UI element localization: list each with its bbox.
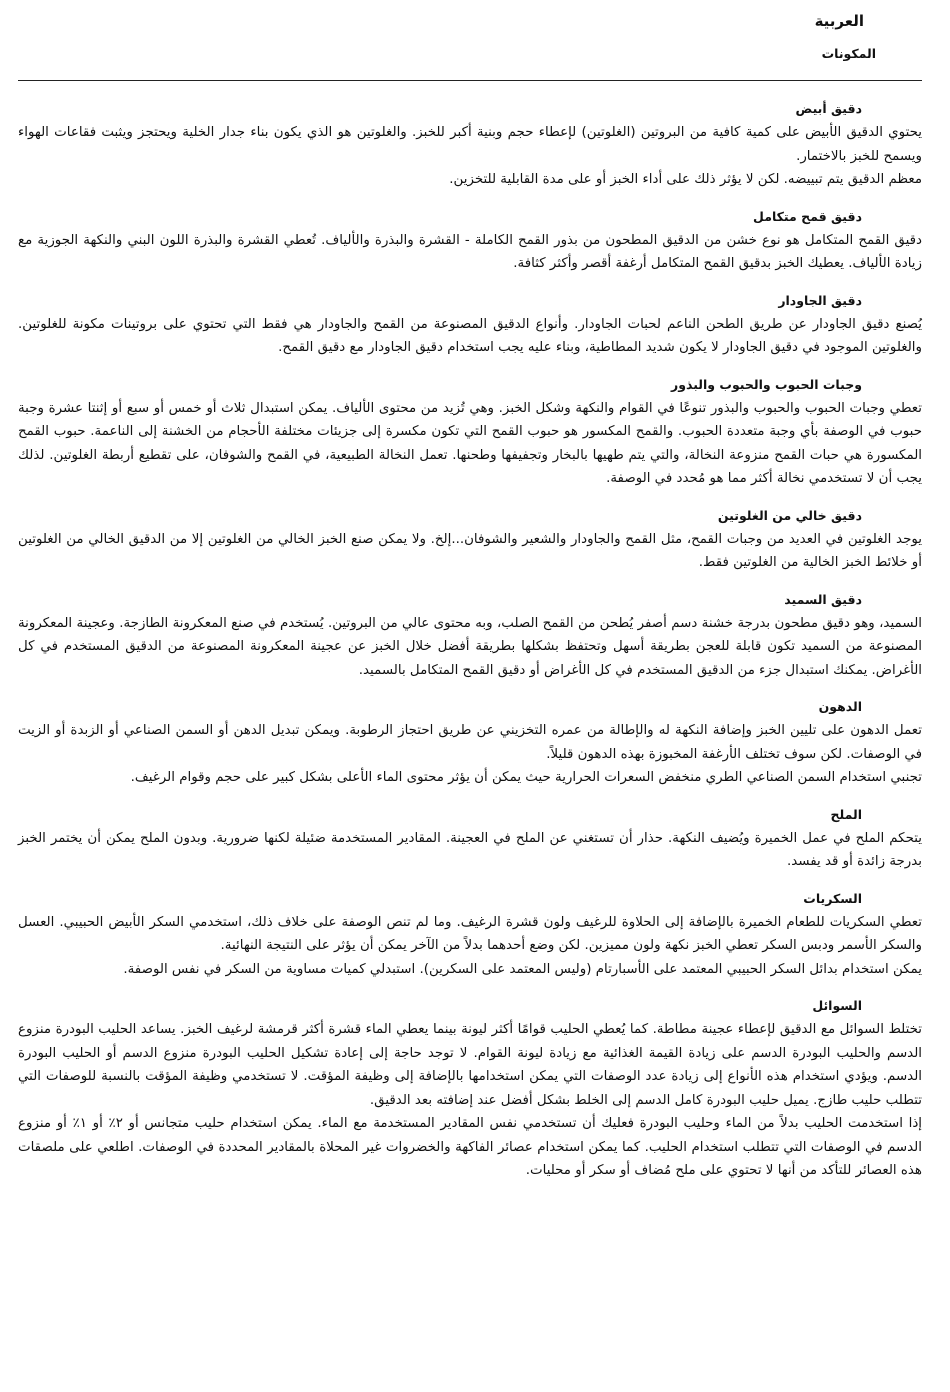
ingredient-section bbox=[18, 697, 922, 790]
ingredient-section bbox=[18, 291, 922, 360]
ingredient-heading: الدهون bbox=[818, 699, 862, 714]
ingredient-section bbox=[18, 590, 922, 683]
ingredient-heading: السوائل bbox=[812, 998, 862, 1013]
ingredient-heading: دقيق أبيض bbox=[795, 101, 862, 116]
ingredient-heading: وجبات الحبوب والحبوب والبذور bbox=[671, 376, 862, 392]
ingredient-section bbox=[18, 506, 922, 575]
ingredient-section bbox=[18, 99, 922, 192]
ingredient-paragraph: السميد، وهو دقيق مطحون بدرجة خشنة دسم أصفر يُطحن من القمح الصلب، وبه محتوى عالي من البروتين. يُستخدم في صنع المعكرونة الطازجة. وعجينة المعكرونة المصنوعة من السميد تكون قابلة للعجن بطريقة أسهل وتحتفظ بشكلها بطريقة أفضل خلال الخبز عن عجينة المعكرونة المصنوعة من الدقيق المستخدم في كل الأغراض. يمكنك استبدال جزء من الدقيق المستخدم في كل الأغراض أو دقيق القمح المتكامل بالسميد. bbox=[18, 615, 922, 678]
ingredient-paragraph: يوجد الغلوتين في العديد من وجبات القمح، مثل القمح والجاودار والشعير والشوفان...إلخ. ولا يمكن صنع الخبز الخالي من الغلوتين إلا من الدقيق الخالي من الغلوتين أو خلائط الخبز الخالية من الغلوتين فقط. bbox=[18, 531, 922, 570]
ingredient-paragraph: تعطي السكريات للطعام الخميرة بالإضافة إلى الحلاوة للرغيف ولون قشرة الرغيف. وما لم تنص الوصفة على خلاف ذلك، استخدمي السكر الأبيض الحبيبي. العسل والسكر الأسمر ودبس السكر تعطي الخبز نكهة ولون مميزين. لكن وضع أحدهما بدلاً من الآخر يمكن أن يؤثر على النتيجة النهائية. bbox=[18, 914, 922, 953]
ingredient-section bbox=[18, 889, 922, 982]
ingredient-paragraph: يتحكم الملح في عمل الخميرة ويُضيف النكهة. حذار أن تستغني عن الملح في العجينة. المقادير المستخدمة ضئيلة لكنها ضرورية. وبدون الملح يمكن أن يختمر الخبز بدرجة زائدة أو قد يفسد. bbox=[18, 830, 922, 869]
ingredients-list bbox=[18, 99, 922, 1183]
ingredient-paragraph: دقيق القمح المتكامل هو نوع خشن من الدقيق المطحون من بذور القمح الكاملة - القشرة والبذرة والألياف. تُعطي القشرة والبذرة اللون البني والنكهة الجوزية مع زيادة الألياف. يعطيك الخبز بدقيق القمح المتكامل أرغفة أقصر وأكثر كثافة. bbox=[18, 232, 922, 271]
ingredient-section bbox=[18, 805, 922, 874]
ingredient-paragraph: يُصنع دقيق الجاودار عن طريق الطحن الناعم لحبات الجاودار. وأنواع الدقيق المصنوعة من القمح والجاودار هي فقط التي تحتوي على بروتينات مكونة للغلوتين. والغلوتين الموجود في دقيق الجاودار لا يكون شديد المطاطية، وبناء عليه يجب استخدام دقيق الجاودار مع دقيق القمح. bbox=[18, 316, 922, 355]
header-divider bbox=[18, 80, 922, 81]
section-title: المكونات bbox=[821, 46, 876, 61]
ingredient-paragraph: تعمل الدهون على تليين الخبز وإضافة النكهة له والإطالة من عمره التخزيني عن طريق احتجاز الرطوبة. ويمكن تبديل الدهن أو السمن الصناعي أو الزبدة أو الزيت في الوصفات. لكن سوف تختلف الأرغفة المخبوزة بهذه الدهون قليلاً. bbox=[18, 723, 922, 762]
ingredient-section bbox=[18, 375, 922, 491]
ingredient-paragraph: يمكن استخدام بدائل السكر الحبيبي المعتمد على الأسبارتام (وليس المعتمد على السكرين). استبدلي كميات مساوية من السكر في نفس الوصفة. bbox=[123, 961, 922, 977]
ingredient-heading: الملح bbox=[830, 806, 862, 822]
ingredient-heading: دقيق قمح متكامل bbox=[753, 208, 862, 224]
ingredient-paragraph: تختلط السوائل مع الدقيق لإعطاء عجينة مطاطة. كما يُعطي الحليب قوامًا أكثر ليونة بينما يعطي الماء قشرة أكثر قرمشة لرغيف الخبز. يساعد الحليب البودرة منزوع الدسم والحليب البودرة الدسم على زيادة القيمة الغذائية مع زيادة ليونة القوام. لا توجد حاجة إلى إعادة تشكيل الحليب البودرة منزوع الدسم أو الحليب البودرة الدسم. ويؤدي استخدام هذه الأنواع إلى زيادة عدد الوصفات التي يمكن استخدامها بالإضافة إلى وظيفة المؤقت. لا تستخدمي وظيفة المؤقت بالنسبة للوصفات التي تتطلب حليب طازج. يميل حليب البودرة كامل الدسم إلى الخلط بشكل أفضل عند إضافته بعد الدقيق. bbox=[18, 1022, 922, 1108]
language-title: العربية bbox=[814, 12, 864, 30]
ingredient-heading: دقيق خالي من الغلوتين bbox=[717, 507, 862, 523]
ingredient-paragraph: إذا استخدمت الحليب بدلاً من الماء وحليب البودرة فعليك أن تستخدمي نفس المقادير المستخدمة مع الماء. يمكن استخدام حليب متجانس أو ٢٪ أو ١٪ أو منزوع الدسم في الوصفات التي تتطلب استخدام الحليب. كما يمكن استخدام عصائر الفاكهة والخضروات غير المحلاة بالمقادير المحددة في الوصفات. اطلعي على ملصقات هذه العصائر للتأكد من أنها لا تحتوي على ملح مُضاف أو سكر أو محليات. bbox=[18, 1116, 922, 1178]
ingredient-paragraph: تعطي وجبات الحبوب والحبوب والبذور تنوعًا في القوام والنكهة وشكل الخبز. وهي تُزيد من محتوى الألياف. يمكن استبدال ثلاث أو خمس أو سبع أو إثنتا عشرة وجبة حبوب في الوصفة بأي وجبة متعددة الحبوب. والقمح المكسور هو حبوب القمح التي تكون مكسرة إلى جزيئات مختلفة الأحجام من الخشنة إلى الناعمة. حبوب القمح المكسورة هي حبات القمح منزوعة النخالة، والتي يتم طهيها بالبخار وتجفيفها وطحنها. تعمل النخالة الطبيعية، في القمح والشوفان، على تقطيع أربطة الغلوتين. لذلك يجب أن لا تستخدمي نخالة أكثر مما هو مُحدد في الوصفة. bbox=[18, 400, 922, 486]
ingredient-heading: السكريات bbox=[803, 890, 862, 906]
ingredient-heading: دقيق السميد bbox=[784, 591, 862, 607]
ingredient-section bbox=[18, 207, 922, 276]
ingredient-paragraph: تجنبي استخدام السمن الصناعي الطري منخفض السعرات الحرارية حيث يمكن أن يؤثر محتوى الماء الأعلى بشكل كبير على حجم وقوام الرغيف. bbox=[130, 770, 922, 785]
ingredient-heading: دقيق الجاودار bbox=[778, 292, 862, 308]
ingredient-paragraph: يحتوي الدقيق الأبيض على كمية كافية من البروتين (الغلوتين) لإعطاء حجم وبنية أكبر للخبز. والغلوتين هو الذي يكون بناء جدار الخلية ويحتجز ويثبت فقاعات الهواء ويسمح للخبز بالاختمار. bbox=[18, 125, 922, 164]
ingredient-paragraph: معظم الدقيق يتم تبييضه. لكن لا يؤثر ذلك على أداء الخبز أو على مدة القابلية للتخزين. bbox=[449, 172, 922, 187]
ingredient-section bbox=[18, 996, 922, 1183]
